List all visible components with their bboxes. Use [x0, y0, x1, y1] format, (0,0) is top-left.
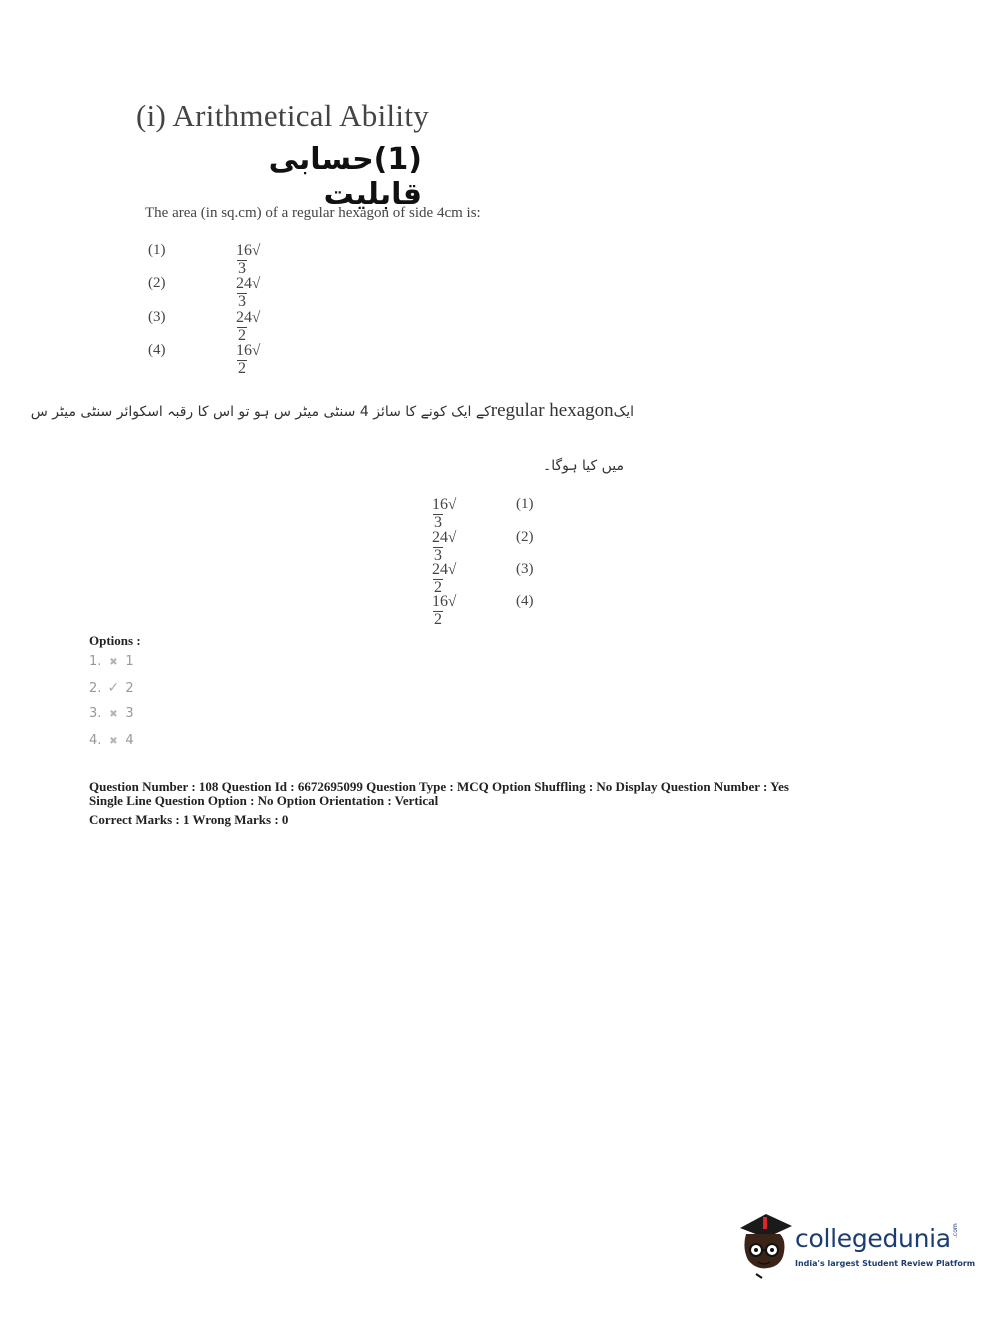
urdu-question-line-2: میں کیا ہوگا۔	[542, 458, 624, 474]
choice-index: 1.	[89, 654, 102, 669]
option-value: 16√2	[432, 593, 457, 628]
option-value: 16√2	[236, 342, 261, 377]
question-meta-line-1: Question Number : 108 Question Id : 6672695099 Question Type : MCQ Option Shuffling : No Display Question Number : Yes	[89, 779, 789, 794]
question-meta-line-3: Correct Marks : 1 Wrong Marks : 0	[89, 812, 289, 827]
choice-index: 3.	[89, 706, 102, 721]
options-label: Options :	[89, 633, 141, 648]
urdu-question-prefix: ایک	[613, 404, 634, 420]
check-icon: ✓	[107, 680, 120, 696]
choice-2	[89, 680, 134, 696]
option-number: (4)	[516, 593, 534, 609]
option-number: (1)	[148, 242, 166, 258]
choice-value: 1	[125, 654, 134, 669]
option-value: 24√3	[432, 529, 457, 564]
option-number: (3)	[148, 309, 166, 325]
choice-value: 4	[125, 733, 134, 748]
choice-1	[89, 654, 134, 669]
section-title-urdu: (1)حسابی قابلیت	[268, 142, 422, 212]
collegedunia-tagline: India's largest Student Review Platform	[795, 1259, 976, 1268]
option-value: 16√3	[236, 242, 261, 277]
question-text: The area (in sq.cm) of a regular hexagon of side 4cm is:	[145, 205, 481, 221]
option-number: (4)	[148, 342, 166, 358]
choice-index: 2.	[89, 681, 102, 696]
collegedunia-logo-text: collegedunia	[795, 1224, 951, 1253]
choice-value: 2	[125, 681, 134, 696]
collegedunia-mascot-icon	[736, 1208, 796, 1280]
option-value: 24√3	[236, 275, 261, 310]
wrong-icon: ✖	[109, 657, 118, 668]
section-title: (i) Arithmetical Ability	[136, 98, 430, 133]
option-value: 24√2	[236, 309, 261, 344]
urdu-question-latin: regular hexagon	[490, 400, 614, 421]
urdu-question-suffix: کے ایک کونے کا سائز 4 سنٹی میٹر س ہو تو اس کا رقبہ اسکوائر سنٹی میٹر س	[30, 404, 491, 420]
urdu-question-line-1	[30, 400, 634, 422]
choice-3	[89, 706, 134, 721]
question-meta-line-2: Single Line Question Option : No Option Orientation : Vertical	[89, 793, 439, 808]
choice-value: 3	[125, 706, 134, 721]
option-value: 24√2	[432, 561, 457, 596]
wrong-icon: ✖	[109, 736, 118, 747]
option-value: 16√3	[432, 496, 457, 531]
wrong-icon: ✖	[109, 709, 118, 720]
collegedunia-logo-com: .com	[952, 1223, 959, 1238]
option-number: (1)	[516, 496, 534, 512]
option-number: (2)	[148, 275, 166, 291]
option-number: (3)	[516, 561, 534, 577]
choice-4	[89, 733, 134, 748]
option-number: (2)	[516, 529, 534, 545]
choice-index: 4.	[89, 733, 102, 748]
